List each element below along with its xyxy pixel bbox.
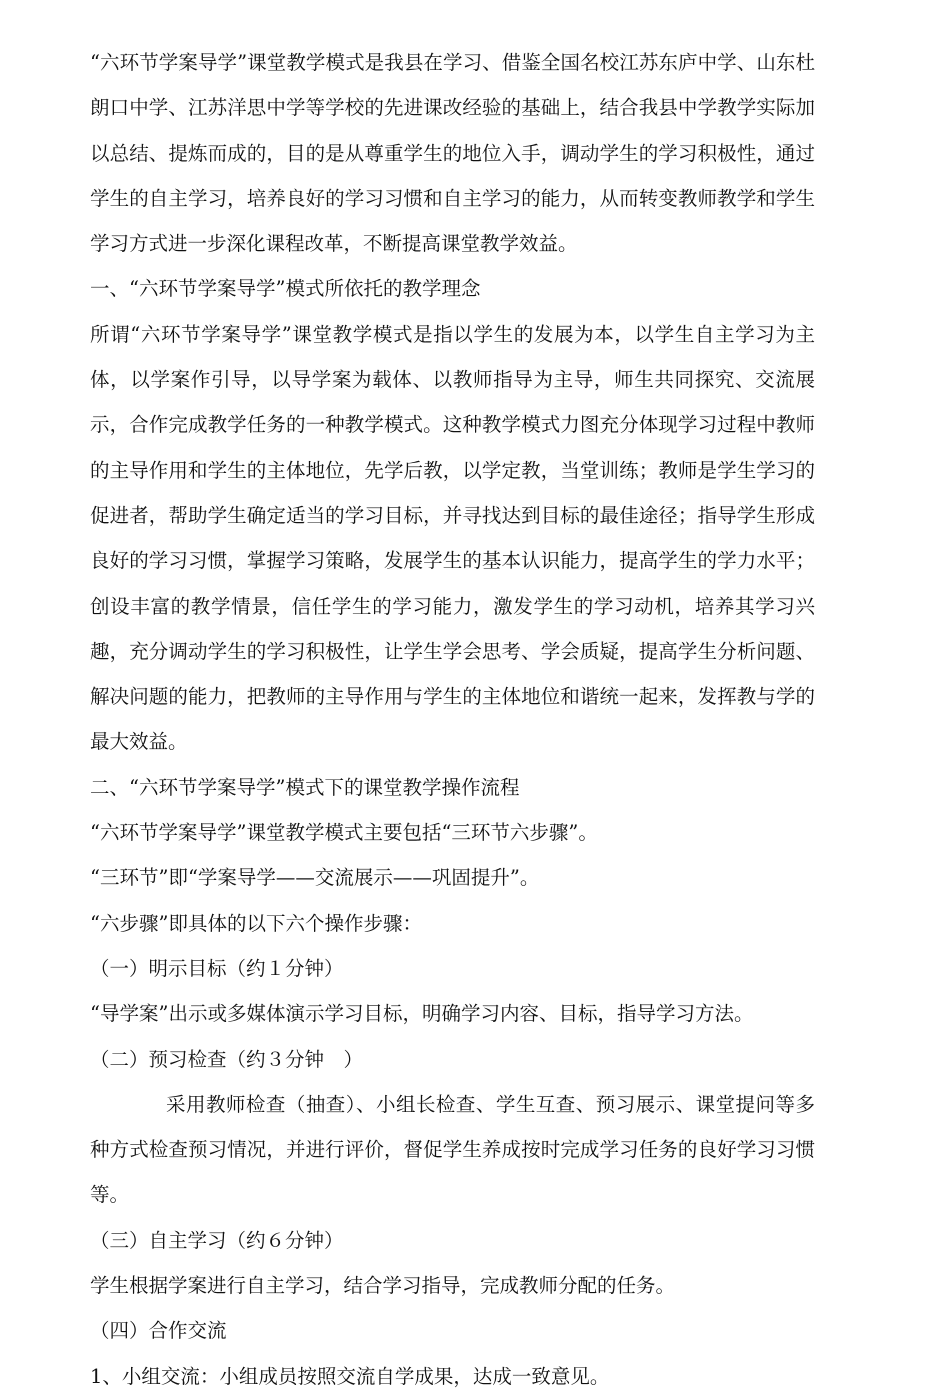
teaching-philosophy-paragraph: 所谓“六环节学案导学”课堂教学模式是指以学生的发展为本，以学生自主学习为主体，以学案作引导，以导学案为载体、以教师指导为主导，师生共同探究、交流展示，合作完成教学任务的一种教学模式。这种教学模式力图充分体现学习过程中教师的主导作用和学生的主体地位，先学后教，以学定教，当堂训练；教师是学生学习的促进者，帮助学生确定适当的学习目标，并寻找达到目标的最佳途径；指导学生形成良好的学习习惯，掌握学习策略，发展学生的基本认识能力，提高学生的学力水平；创设丰富的教学情景，信任学生的学习能力，激发学生的学习动机，培养其学习兴趣，充分调动学生的学习积极性，让学生学会思考、学会质疑，提高学生分析问题、解决问题的能力，把教师的主导作用与学生的主体地位和谐统一起来，发挥教与学的最大效益。 — [90, 322, 815, 754]
document-page — [90, 40, 815, 1399]
step-1-paragraph: “导学案”出示或多媒体演示学习目标，明确学习内容、目标，指导学习方法。 — [90, 1002, 754, 1026]
step-3-heading: （三）自主学习（约６分钟） — [90, 1228, 344, 1252]
section-heading-2: 二、“六环节学案导学”模式下的课堂教学操作流程 — [90, 775, 520, 799]
step-4-heading: （四）合作交流 — [90, 1319, 227, 1343]
step-4-item-1: 1、小组交流：小组成员按照交流自学成果，达成一致意见。 — [90, 1364, 610, 1388]
intro-paragraph: “六环节学案导学”课堂教学模式是我县在学习、借鉴全国名校江苏东庐中学、山东杜朗口中学、江苏洋思中学等学校的先进课改经验的基础上，结合我县中学教学实际加以总结、提炼而成的，目的是从尊重学生的地位入手，调动学生的学习积极性，通过学生的自主学习，培养良好的学习习惯和自主学习的能力，从而转变教师教学和学生学习方式进一步深化课程改革，不断提高课堂教学效益。 — [90, 51, 815, 256]
model-summary-line: “六环节学案导学”课堂教学模式主要包括“三环节六步骤”。 — [90, 821, 598, 845]
step-3-paragraph: 学生根据学案进行自主学习，结合学习指导，完成教师分配的任务。 — [90, 1274, 676, 1298]
three-links-line: “三环节”即“学案导学——交流展示——巩固提升”。 — [90, 866, 540, 890]
step-1-heading: （一）明示目标（约１分钟） — [90, 956, 344, 980]
step-2-heading: （二）预习检查（约３分钟 ） — [90, 1047, 364, 1071]
six-steps-line: “六步骤”即具体的以下六个操作步骤： — [90, 911, 422, 935]
step-2-paragraph: 采用教师检查（抽查）、小组长检查、学生互查、预习展示、课堂提问等多种方式检查预习情况，并进行评价，督促学生养成按时完成学习任务的良好学习习惯等。 — [90, 1092, 815, 1207]
section-heading-1: 一、“六环节学案导学”模式所依托的教学理念 — [90, 277, 481, 301]
